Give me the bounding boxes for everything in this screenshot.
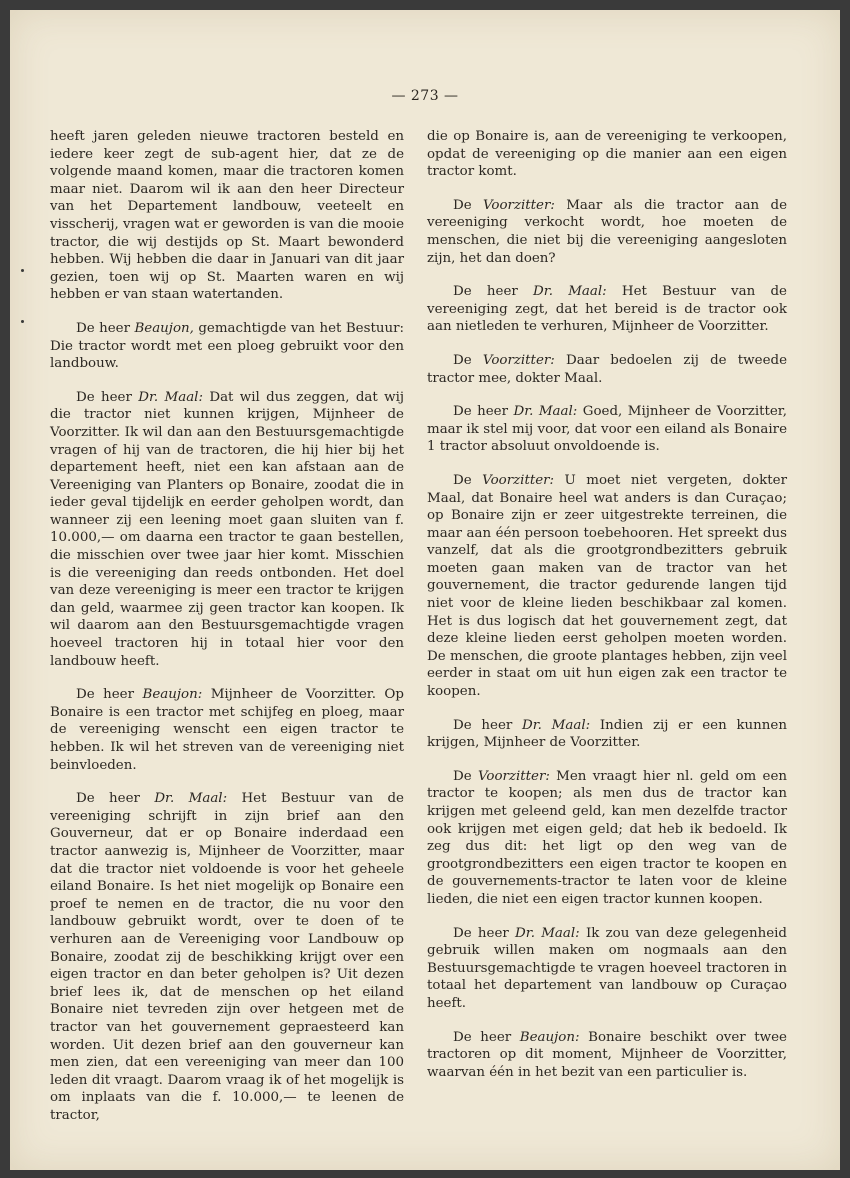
paragraph-text: Indien zij er een kunnen krijgen, Mijnheer de Voorzitter.	[427, 717, 787, 751]
speaker-name: Voorzitter:	[482, 352, 555, 368]
paragraph-text: Men vraagt hier nl. geld om een tractor te koopen; als men dus de tractor kan krijgen met geleend geld, kan men dezelfde tractor ook krijgen met eigen geld; dat heb ik bedoeld. Ik zeg dus dit: het ligt op den weg van de grootgrondbezitters een eigen tractor te koopen en de gouvernements-tractor te laten voor de kleine lieden, die niet een eigen tractor kunnen koopen.	[427, 768, 787, 907]
right-column	[427, 128, 787, 1097]
speaker-prefix: De heer	[453, 1029, 520, 1045]
paragraph-text: Het Bestuur van de vereeniging schrijft in zijn brief aan den Gouverneur, dat er op Bonaire inderdaad een tractor aanwezig is, Mijnheer de Voorzitter, maar dat die tractor niet voldoende is voor het geheele eiland Bonaire. Is het niet mogelijk op Bonaire een proef te nemen en de tractor, die nu voor den landbouw gebruikt wordt, over te doen of te verhuren aan de Vereeniging voor Landbouw op Bonaire, zoodat zij de beschikking krijgt over een eigen tractor en dan beter geholpen is? Uit dezen brief lees ik, dat de menschen op het eiland Bonaire niet tevreden zijn over hetgeen met de tractor van het gouvernement gepraesteerd kan worden. Uit dezen brief aan den gouverneur kan men zien, dat een vereeniging van meer dan 100 leden dit vraagt. Daarom vraag ik of het mogelijk is om inplaats van die f. 10.000,— te leenen de tractor,	[50, 791, 404, 1123]
paragraph	[427, 768, 787, 909]
paragraph	[427, 283, 787, 336]
paragraph	[427, 403, 787, 456]
paragraph	[427, 352, 787, 387]
speaker-prefix: De	[453, 352, 483, 368]
paragraph-text: Maar als die tractor aan de vereeniging verkocht wordt, hoe moeten de menschen, die niet bij die vereeniging aangesloten zijn, het dan doen?	[427, 197, 787, 266]
paragraph	[427, 128, 787, 181]
paragraph-text: die op Bonaire is, aan de vereeniging te verkoopen, opdat de vereeniging op die manier aan een eigen tractor komt.	[427, 129, 787, 180]
speaker-name: Voorzitter:	[482, 197, 555, 213]
paragraph-text: Bonaire beschikt over twee tractoren op dit moment, Mijnheer de Voorzitter, waarvan één in het bezit van een particulier is.	[427, 1029, 787, 1080]
paragraph-text: Goed, Mijnheer de Voorzitter, maar ik stel mij voor, dat voor een eiland als Bonaire 1 tractor absoluut onvoldoende is.	[427, 404, 787, 455]
paragraph-text: gemachtigde van het Bestuur: Die tractor wordt met een ploeg gebruikt voor den landbouw.	[50, 320, 404, 372]
paragraph	[427, 1029, 787, 1082]
paragraph	[427, 472, 787, 701]
paragraph-text: U moet niet vergeten, dokter Maal, dat Bonaire heel wat anders is dan Curaçao; op Bonaire zijn er zeer uitgestrekte terreinen, die maar aan één persoon toebehooren. Het spreekt dus vanzelf, dat als die grootgrondbezitters gebruik moeten gaan maken van de tractor van het gouvernement, die tractor gedurende langen tijd niet voor de kleine lieden beschikbaar zal komen. Het is dus logisch dat het gouvernement zegt, dat deze kleine lieden eerst geholpen moeten worden. De menschen, die groote plantages hebben, zijn veel eerder in staat om uit hun eigen zak een tractor te koopen.	[427, 472, 788, 700]
paragraph-text: heeft jaren geleden nieuwe tractoren besteld en iedere keer zegt de sub-agent hier, dat ze de volgende maand komen, maar die tractoren komen maar niet. Daarom wil ik aan den heer Directeur van het Departement landbouw, veeteelt en visscherij, vragen wat er geworden is van die mooie tractor, die wij destijds op St. Maart bewonderd hebben. Wij hebben die daar in Januari van dit jaar gezien, toen wij op St. Maarten waren en wij hebben er van staan watertanden.	[50, 129, 404, 303]
paragraph	[50, 790, 404, 1124]
speaker-name: Dr. Maal:	[515, 925, 580, 941]
margin-dot	[21, 269, 24, 272]
speaker-prefix: De	[453, 472, 483, 488]
speaker-prefix: De heer	[453, 404, 514, 420]
speaker-prefix: De heer	[76, 320, 135, 336]
paragraph	[50, 320, 404, 373]
speaker-prefix: De heer	[453, 284, 534, 300]
paragraph	[427, 197, 787, 267]
speaker-name: Beaujon:	[142, 687, 203, 703]
margin-dot	[21, 320, 24, 323]
speaker-name: Dr. Maal:	[154, 791, 228, 807]
speaker-name: Dr. Maal:	[522, 717, 591, 733]
document-page	[10, 10, 840, 1170]
speaker-name: Beaujon,	[134, 320, 194, 336]
speaker-prefix: De heer	[76, 791, 155, 807]
speaker-prefix: De heer	[453, 717, 523, 733]
paragraph	[50, 686, 404, 774]
paragraph-text: Ik zou van deze gelegenheid gebruik willen maken om nogmaals aan den Bestuursgemachtigde te vragen hoeveel tractoren in totaal het departement van landbouw op Curaçao heeft.	[427, 925, 787, 1011]
paragraph	[427, 717, 787, 752]
speaker-name: Dr. Maal:	[513, 404, 578, 420]
paragraph-text: Dat wil dus zeggen, dat wij die tractor niet kunnen krijgen, Mijnheer de Voorzitter. Ik wil dan aan den Bestuursgemachtigde vragen of hij van de tractoren, die hij hier bij het departement heeft, niet een kan afstaan aan de Vereeniging van Planters op Bonaire, zoodat die in ieder geval tijdelijk en eerder geholpen wordt, dan wanneer zij een leening moet gaan sluiten van f. 10.000,— om daarna een tractor te gaan bestellen, die misschien over twee jaar hier komt. Misschien is die vereeniging dan reeds ontbonden. Het doel van deze vereeniging is meer een tractor te krijgen dan geld, waarmee zij geen tractor kan koopen. Ik wil daarom aan den Bestuursgemachtigde vragen hoeveel tractoren hij in totaal hier voor den landbouw heeft.	[50, 389, 405, 669]
speaker-prefix: De	[453, 768, 478, 784]
paragraph	[427, 925, 787, 1013]
speaker-name: Voorzitter:	[477, 768, 550, 784]
paragraph-text: Daar bedoelen zij de tweede tractor mee, dokter Maal.	[427, 352, 787, 386]
speaker-prefix: De heer	[76, 687, 143, 703]
paragraph	[50, 389, 404, 671]
speaker-name: Dr. Maal:	[138, 389, 203, 405]
paragraph-text: Het Bestuur van de vereeniging zegt, dat het bereid is de tractor ook aan nietleden te verhuren, Mijnheer de Voorzitter.	[427, 284, 787, 335]
paragraph	[50, 128, 404, 304]
speaker-prefix: De	[453, 197, 483, 213]
speaker-name: Voorzitter:	[482, 472, 555, 488]
speaker-prefix: De heer	[76, 389, 139, 405]
speaker-prefix: De heer	[453, 925, 516, 941]
speaker-name: Dr. Maal:	[533, 284, 607, 300]
speaker-name: Beaujon:	[519, 1029, 580, 1045]
page-number: — 273 —	[391, 88, 459, 104]
paragraph-text: Mijnheer de Voorzitter. Op Bonaire is een tractor met schijfeg en ploeg, maar de vereeniging wenscht een eigen tractor te hebben. Ik wil het streven van de vereeniging niet beinvloeden.	[50, 687, 404, 773]
left-column	[50, 128, 404, 1140]
